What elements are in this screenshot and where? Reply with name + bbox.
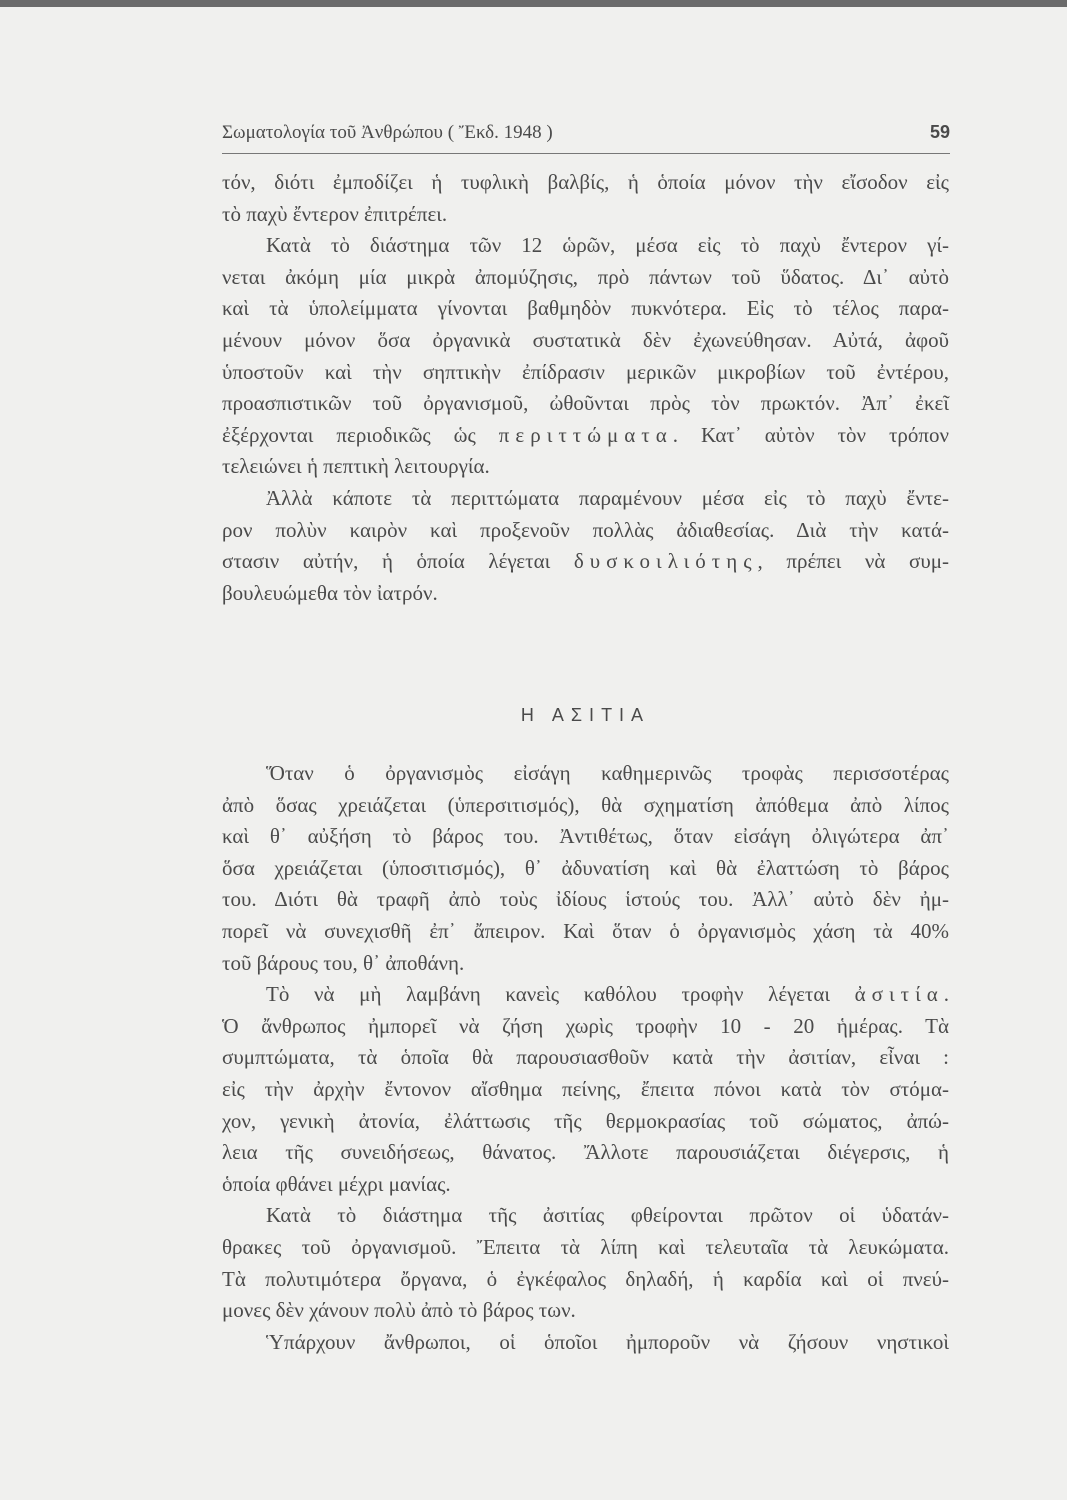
text-line: Ὁ ἄνθρωπος ἠμπορεῖ νὰ ζήση χωρὶς τροφὴν 10 - 20 ἡμέρας. Τὰ [222,1013,949,1038]
header-rule [222,153,950,154]
text-segment: στασιν αὐτήν, ἡ ὁποία λέγεται [222,549,574,574]
text-line: μονες δὲν χάνουν πολὺ ἀπὸ τὸ βάρος των. [222,1298,576,1323]
paragraph [222,167,949,230]
text-segment: . Κατ᾽ αὐτὸν τὸν τρόπον [672,422,949,447]
text-line: Κατὰ τὸ διάστημα τῶν 12 ὡρῶν, μέσα εἰς τὸ παχὺ ἔντερον γί- [266,233,949,258]
emphasized-term: ἀσιτία [854,982,944,1007]
text-line: πορεῖ νὰ συνεχισθῆ ἐπ᾽ ἄπειρον. Καὶ ὅταν ὁ ὀργανισμὸς χάση τὰ 40% [222,918,949,943]
section-heading: Η ΑΣΙΤΙΑ [520,705,651,725]
text-line: προασπιστικῶν τοῦ ὀργανισμοῦ, ὠθοῦνται πρὸς τὸν πρωκτόν. Ἀπ᾽ ἐκεῖ [222,391,949,416]
text-line: χον, γενικὴ ἀτονία, ἐλάττωσις τῆς θερμοκρασίας τοῦ σώματος, ἀπώ- [222,1108,949,1133]
text-line: του. Διότι θὰ τραφῆ ἀπὸ τοὺς ἰδίους ἱστούς του. Ἀλλ᾽ αὐτὸ δὲν ἠμ- [222,887,949,912]
text-line: καὶ τὰ ὑπολείμματα γίνονται βαθμηδὸν πυκνότερα. Εἰς τὸ τέλος παρα- [222,296,949,321]
paragraph [222,1200,949,1326]
text-line: τελειώνει ἡ πεπτικὴ λειτουργία. [222,454,490,479]
text-line: λεια τῆς συνειδήσεως, θάνατος. Ἄλλοτε παρουσιάζεται διέγερσις, ἡ [222,1140,949,1165]
text-line: ρον πολὺν καιρὸν καὶ προξενοῦν πολλὰς ἀδιαθεσίας. Διὰ τὴν κατά- [222,517,949,542]
text-line [222,546,949,578]
page-number: 59 [929,122,950,142]
paragraph [222,979,949,1200]
text-line [222,979,949,1011]
text-line: θρακες τοῦ ὀργανισμοῦ. Ἔπειτα τὰ λίπη καὶ τελευταῖα τὰ λευκώματα. [222,1234,949,1259]
text-line: ὑποστοῦν καὶ τὴν σηπτικὴν ἐπίδρασιν μερικῶν μικροβίων τοῦ ἐντέρου, [222,359,949,384]
text-line: τὸ παχὺ ἔντερον ἐπιτρέπει. [222,201,448,226]
text-line: Κατὰ τὸ διάστημα τῆς ἀσιτίας φθείρονται πρῶτον οἱ ὑδατάν- [266,1203,949,1228]
text-line: εἰς τὴν ἀρχὴν ἔντονον αἴσθημα πείνης, ἔπειτα πόνοι κατὰ τὸν στόμα- [222,1076,949,1101]
text-line: Ὅταν ὁ ὀργανισμὸς εἰσάγη καθημερινῶς τροφὰς περισσοτέρας [266,761,949,785]
emphasized-term: δυσκοιλιότης [573,549,758,574]
emphasized-term: περιττώματα [498,422,673,447]
body-text-section-2 [222,672,949,1358]
text-line: τόν, διότι ἐμποδίζει ἡ τυφλικὴ βαλβίς, ἡ ὁποία μόνον τὴν εἴσοδον εἰς [222,170,949,194]
paragraph [222,230,949,483]
text-line: τοῦ βάρους του, θ᾽ ἀποθάνη. [222,950,465,975]
text-line: Ἀλλὰ κάποτε τὰ περιττώματα παραμένουν μέσα εἰς τὸ παχὺ ἔντε- [266,485,949,510]
scan-top-border [0,0,1067,7]
body-text-section-1 [222,167,949,609]
text-line: καὶ θ᾽ αὐξήση τὸ βάρος του. Ἀντιθέτως, ὅταν εἰσάγη ὀλιγώτερα ἀπ᾽ [222,824,949,849]
text-segment: , πρέπει νὰ συμ- [757,549,949,574]
text-line [222,420,949,452]
text-line: ὁποία φθάνει μέχρι μανίας. [222,1171,451,1196]
paragraph [222,1327,949,1359]
running-header [222,120,950,148]
running-title: Σωματολογία τοῦ Ἀνθρώπου ( Ἔκδ. 1948 ) [222,122,553,143]
text-line: μένουν μόνον ὅσα ὀργανικὰ συστατικὰ δὲν ἐχωνεύθησαν. Αὐτά, ἀφοῦ [222,327,949,352]
text-segment: ἐξέρχονται περιοδικῶς ὡς [222,422,499,447]
text-line: Ὑπάρχουν ἄνθρωποι, οἱ ὁποῖοι ἠμποροῦν νὰ ζήσουν νηστικοὶ [266,1329,949,1354]
text-line: βουλευώμεθα τὸν ἰατρόν. [222,580,438,605]
text-segment: . [943,982,949,1007]
paragraph [222,758,949,979]
paragraph [222,483,949,609]
text-line: συμπτώματα, τὰ ὁποῖα θὰ παρουσιασθοῦν κατὰ τὴν ἀσιτίαν, εἶναι : [222,1045,949,1070]
text-line: νεται ἀκόμη μία μικρὰ ἀπομύζησις, πρὸ πάντων τοῦ ὕδατος. Δι᾽ αὐτὸ [222,264,949,289]
text-line: ὅσα χρειάζεται (ὑποσιτισμός), θ᾽ ἀδυνατίση καὶ θὰ ἐλαττώση τὸ βάρος [222,855,949,880]
text-line: Τὰ πολυτιμότερα ὄργανα, ὁ ἐγκέφαλος δηλαδή, ἡ καρδία καὶ οἱ πνεύ- [222,1266,949,1291]
text-line: ἀπὸ ὅσας χρειάζεται (ὑπερσιτισμός), θὰ σχηματίση ἀπόθεμα ἀπὸ λίπος [222,792,949,817]
text-segment: Τὸ νὰ μὴ λαμβάνη κανεὶς καθόλου τροφὴν λέγεται [266,982,855,1007]
